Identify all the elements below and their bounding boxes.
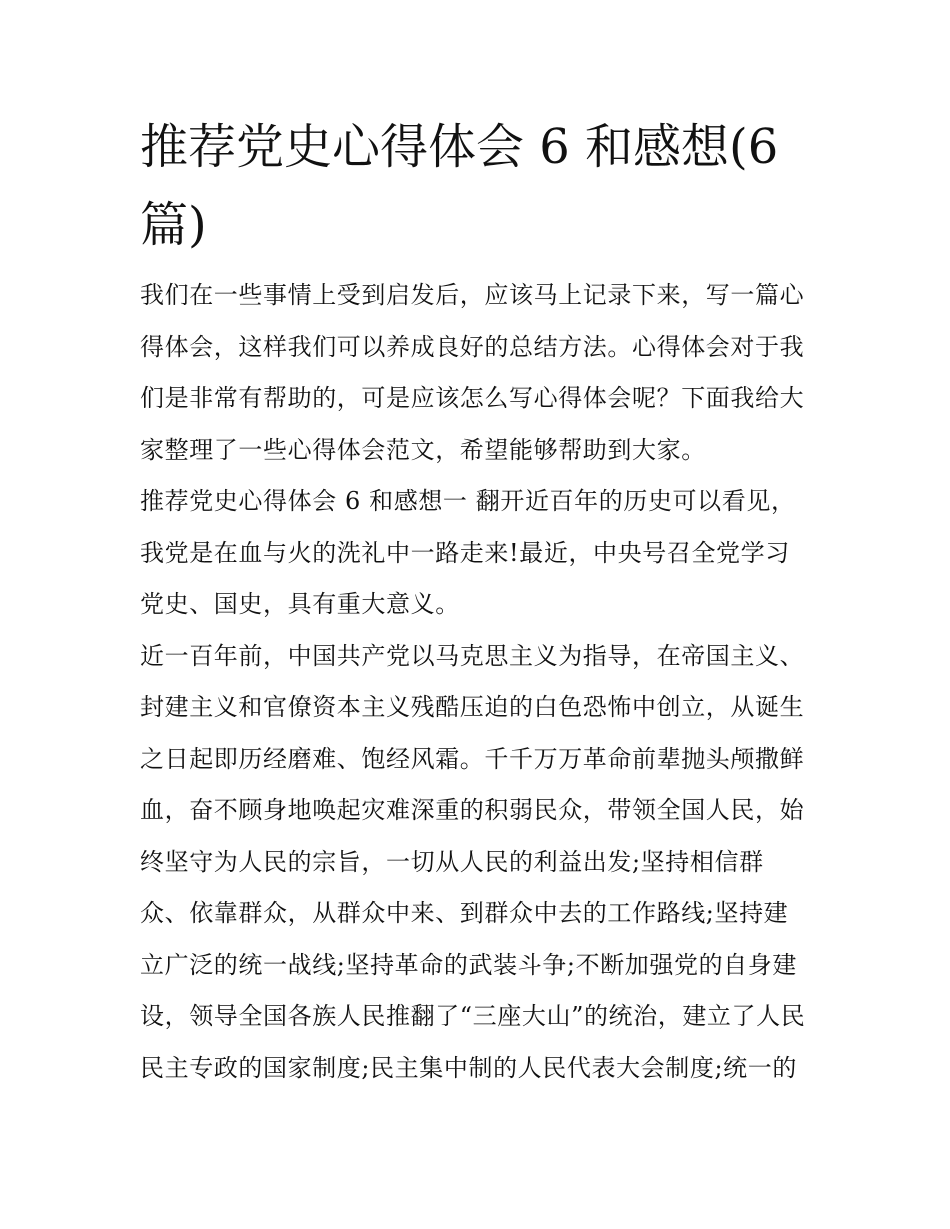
- body-line: 众、依靠群众，从群众中来、到群众中去的工作路线;坚持建: [140, 899, 789, 927]
- body-line: 近一百年前，中国共产党以马克思主义为指导，在帝国主义、: [140, 641, 805, 670]
- title-line: 篇): [140, 197, 207, 253]
- body-line: 我们在一些事情上受到启发后，应该马上记录下来，写一篇心: [140, 281, 805, 309]
- body-line: 之日起即历经磨难、饱经风霜。千千万万革命前辈抛头颅撒鲜: [140, 744, 805, 773]
- document-title: [140, 108, 820, 264]
- body-line: 立广泛的统一战线;坚持革命的武装斗争;不断加强党的自身建: [140, 950, 797, 979]
- body-line: 血，奋不顾身地唤起灾难深重的积弱民众，带领全国人民，始: [140, 796, 805, 824]
- title-line: 推荐党史心得体会 6 和感想(6: [140, 119, 779, 175]
- body-line: 们是非常有帮助的，可是应该怎么写心得体会呢？下面我给大: [140, 384, 805, 412]
- body-line: 民主专政的国家制度;民主集中制的人民代表大会制度;统一的: [140, 1053, 797, 1082]
- body-line: 我党是在血与火的洗礼中一路走来!最近，中央号召全党学习: [140, 538, 790, 567]
- body-line: 设，领导全国各族人民推翻了“三座大山”的统治，建立了人民: [140, 1002, 806, 1030]
- document-body: [140, 270, 820, 1094]
- body-line: 党史、国史，具有重大意义。: [140, 590, 460, 618]
- document-content: [140, 108, 820, 1094]
- body-line: 封建主义和官僚资本主义残酷压迫的白色恐怖中创立，从诞生: [140, 693, 805, 721]
- body-line: 推荐党史心得体会 6 和感想一 翻开近百年的历史可以看见，: [140, 487, 796, 515]
- body-line: 终坚守为人民的宗旨，一切从人民的利益出发;坚持相信群: [140, 847, 764, 876]
- body-line: 得体会，这样我们可以养成良好的总结方法。心得体会对于我: [140, 332, 805, 361]
- body-line: 家整理了一些心得体会范文，希望能够帮助到大家。: [140, 435, 706, 464]
